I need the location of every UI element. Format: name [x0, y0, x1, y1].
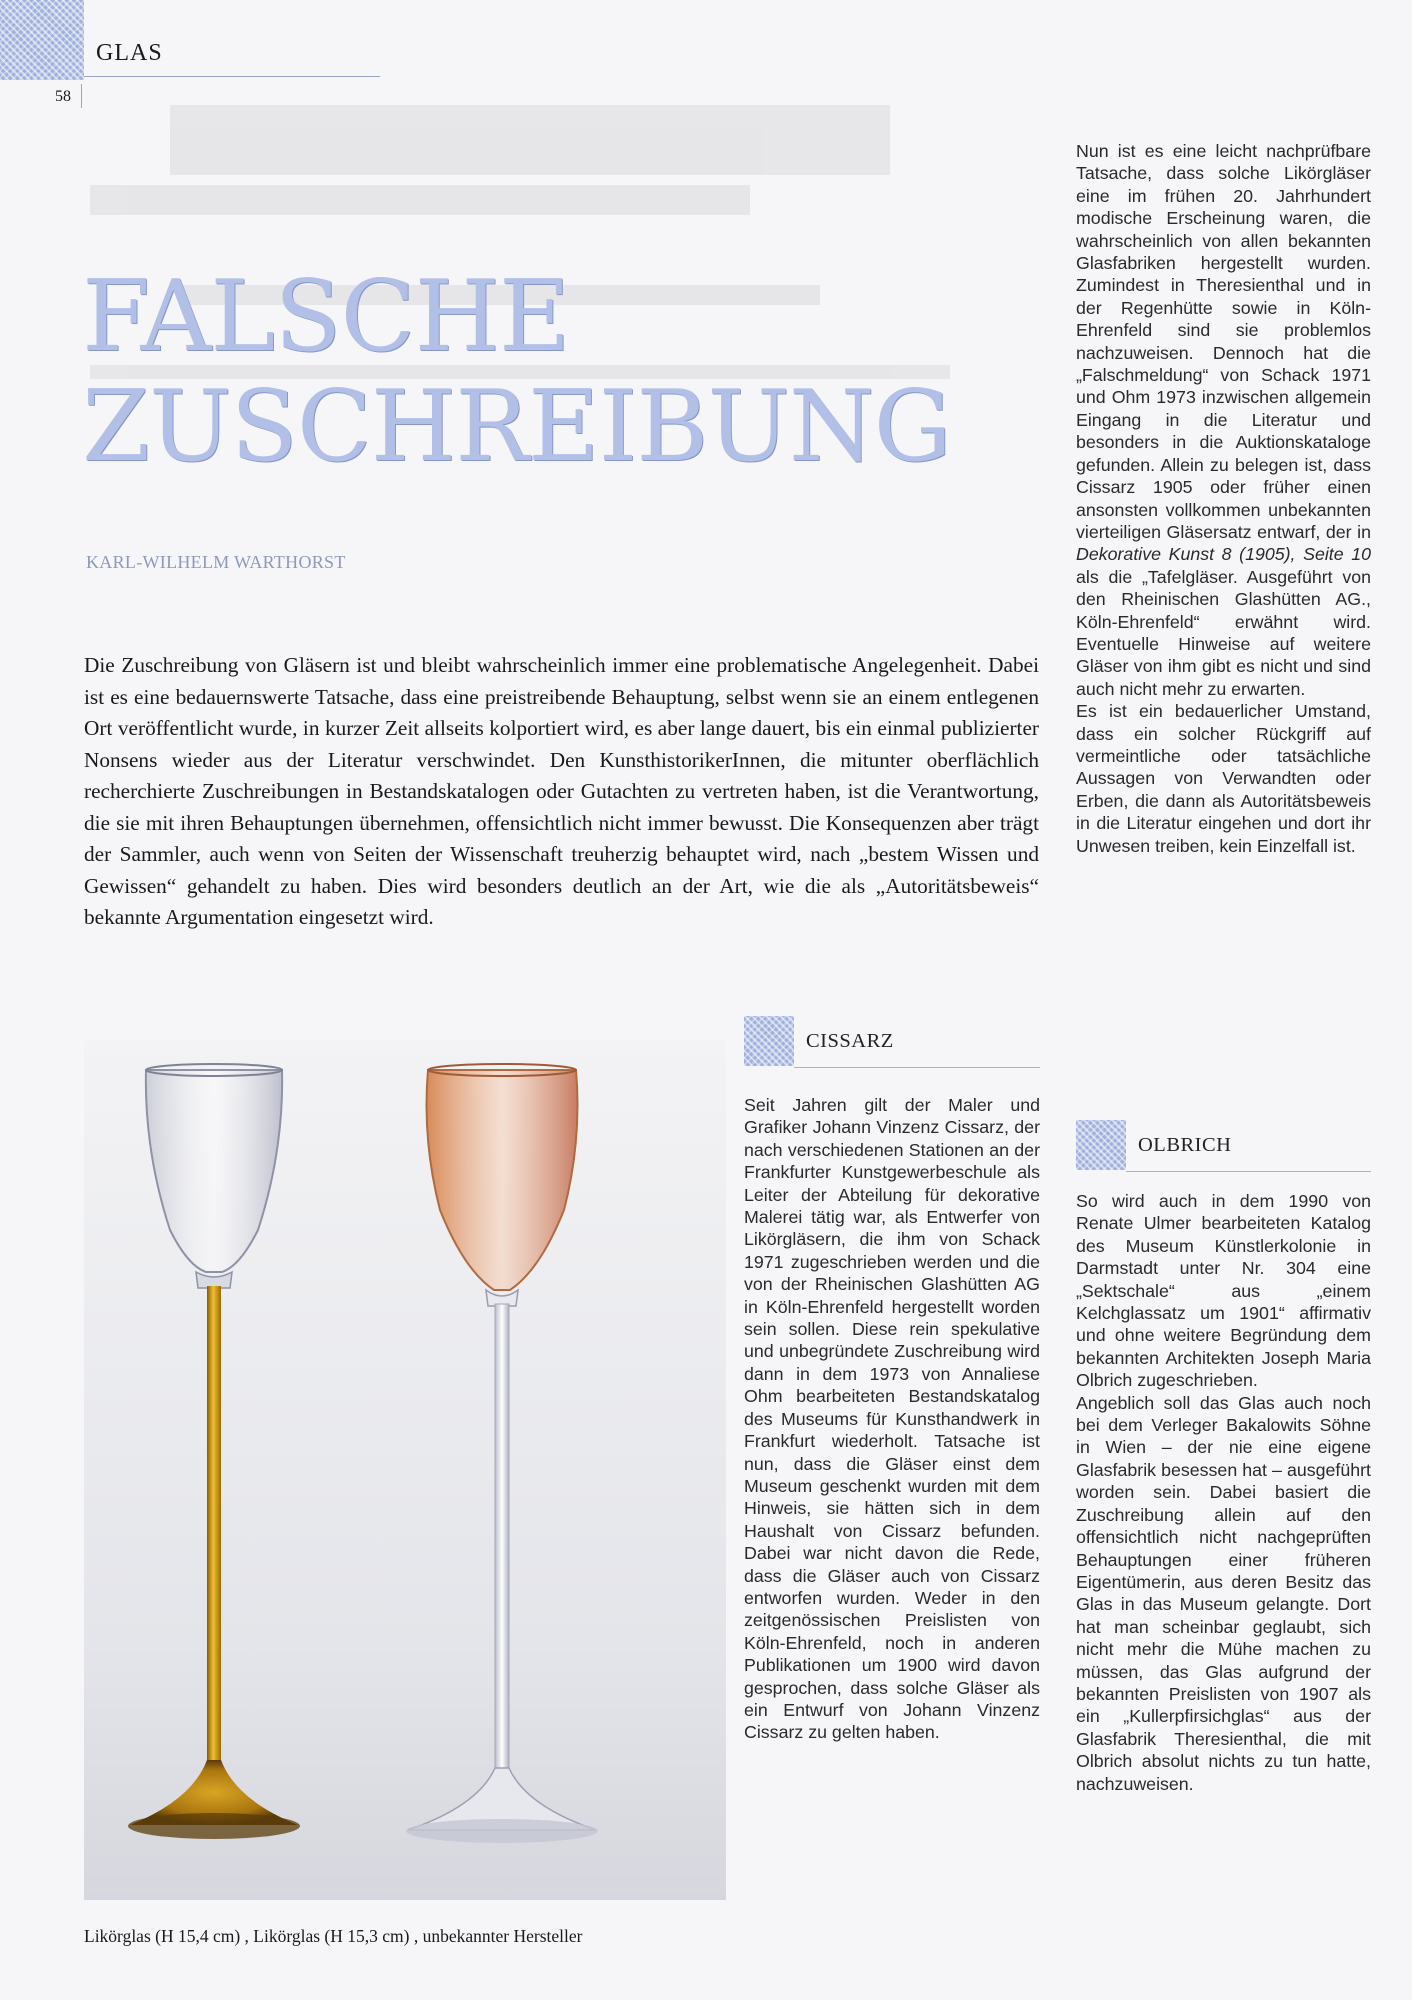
- right-column-text: Nun ist es eine leicht nachprüfbare Tatsache, dass solche Likörgläser eine im frühen 20. Jahrhundert modische Erscheinung waren, die wahrscheinlich von allen bekannten Glasfabriken hergestellt wurden. Zumindest in Theresienthal und in der Regenhütte sowie in Köln-Ehrenfeld sind sie problemlos nachzuweisen. Dennoch hat die „Falschmeldung“ von Schack 1971 und Ohm 1973 inzwischen allgemein Eingang in die Literatur und besonders in die Auktionskataloge gefunden. Allein zu belegen ist, dass Cissarz 1905 oder früher einen ansonsten vollkommen unbekannten vierteiligen Gläsersatz entwarf, der in: [1076, 141, 1371, 542]
- subheading-olbrich: [1076, 1120, 1371, 1170]
- olbrich-paragraph: Angeblich soll das Glas auch noch bei dem Verleger Bakalowits Söhne in Wien – der nie eine eigene Glasfabrik besessen hat – ausgeführt worden sein. Dabei basiert die Zuschreibung allein auf den offensichtlich nicht nachgeprüften Behauptungen einer früheren Eigentümerin, aus deren Besitz das Glas in das Museum gelangte. Dort hat man scheinbar geglaubt, sich nicht mehr die Mühe machen zu müssen, das Glas aufgrund der bekannten Preislisten von 1907 als ein „Kullerpfirsichglas“ aus der Glasfabrik Theresienthal, die mit Olbrich absolut nichts zu tun hatte, nachzuweisen.: [1076, 1392, 1371, 1794]
- page-number: 58: [55, 88, 71, 105]
- subheading-square-icon: [744, 1016, 794, 1066]
- title-line-1: FALSCHE: [82, 260, 570, 374]
- cissarz-paragraph: Seit Jahren gilt der Maler und Grafiker Johann Vinzenz Cissarz, der nach verschiedenen Stationen an der Frankfurter Kunstgewerbeschule als Leiter der Abteilung für dekorative Malerei tätig war, als Entwerfer von Likörgläsern, die ihm von Schack 1971 zugeschrieben werden und die von der Rheinischen Glashütten AG in Köln-Ehrenfeld hergestellt worden sein sollen. Diese rein spekulative und unbegründete Zuschreibung wird dann in dem 1973 von Annaliese Ohm bearbeiteten Bestandskatalog des Museums für Kunsthandwerk in Frankfurt wiederholt. Tatsache ist nun, dass die Gläser einst dem Museum geschenkt wurden mit dem Hinweis, sie hätten sich in dem Haushalt von Cissarz befunden. Dabei war nicht davon die Rede, dass die Gläser auch von Cissarz entworfen wurden. Weder in den zeitgenössischen Preislisten von Köln-Ehrenfeld, noch in anderen Publikationen um 1900 wird davon gesprochen, dass solche Gläser als ein Entwurf von Johann Vinzenz Cissarz zu gelten haben.: [744, 1095, 1040, 1743]
- right-column-paragraph: [1076, 140, 1371, 700]
- photo-two-liqueur-glasses: [84, 1040, 726, 1900]
- photo-caption: Likörglas (H 15,4 cm) , Likörglas (H 15,3 cm) , unbekannter Hersteller: [84, 1926, 583, 1946]
- right-column-text: als die „Tafelgläser. Ausgeführt von den Rheinischen Glashütten AG., Köln-Ehrenfeld“ erwähnt wird. Eventuelle Hinweise auf weitere Gläser von ihm gibt es nicht und sind auch nicht mehr zu erwarten.: [1076, 566, 1371, 699]
- page-number-divider: [81, 84, 82, 108]
- subheading-cissarz: [744, 1016, 1040, 1066]
- corner-accent-block: [0, 0, 84, 80]
- title-line-2: ZUSCHREIBUNG: [82, 370, 951, 484]
- citation-italic: Dekorative Kunst 8 (1905), Seite 10: [1076, 544, 1371, 565]
- subheading-rule: [1126, 1171, 1371, 1172]
- subheading-label: OLBRICH: [1138, 1134, 1232, 1156]
- cissarz-column: [744, 1094, 1040, 1744]
- subheading-square-icon: [1076, 1120, 1126, 1170]
- right-column-paragraph: Es ist ein bedauerlicher Umstand, dass ein solcher Rückgriff auf vermeintliche oder tatsächliche Aussagen von Verwandten oder Erben, die dann als Autoritätsbeweis in die Literatur eingehen und dort ihr Unwesen treiben, kein Einzelfall ist.: [1076, 701, 1371, 856]
- subheading-rule: [794, 1067, 1040, 1068]
- header-rule: [84, 76, 380, 77]
- olbrich-column: [1076, 1190, 1371, 1795]
- right-column-intro: [1076, 140, 1371, 857]
- lead-paragraph: Die Zuschreibung von Gläsern ist und bleibt wahrscheinlich immer eine problematische Angelegenheit. Dabei ist es eine bedauernswerte Tatsache, dass eine preistreibende Behauptung, selbst wenn sie an einem entlegenen Ort veröffentlicht wurde, in kurzer Zeit allseits kolportiert wird, es aber lange dauert, bis ein einmal publizierter Nonsens wieder aus der Literatur verschwindet. Den KunsthistorikerInnen, die mitunter oberflächlich recherchierte Zuschreibungen in Bestandskatalogen oder Gutachten zu vertreten haben, ist die Verantwortung, die sie mit ihren Behauptungen übernehmen, offensichtlich nicht immer bewusst. Die Konsequenzen aber trägt der Sammler, auch wenn von Seiten der Wissenschaft treuherzig behauptet wird, nach „bestem Wissen und Gewissen“ gehandelt zu haben. Dies wird besonders deutlich an der Art, wie die als „Autoritätsbeweis“ bekannte Argumentation eingesetzt wird.: [84, 653, 1039, 929]
- article-title: [82, 262, 951, 482]
- author-byline: KARL-WILHELM WARTHORST: [86, 552, 346, 572]
- section-label: GLAS: [96, 40, 163, 66]
- subheading-label: CISSARZ: [806, 1030, 894, 1052]
- olbrich-paragraph: So wird auch in dem 1990 von Renate Ulmer bearbeiteten Katalog des Museum Künstlerkolonie in Darmstadt unter Nr. 304 eine „Sektschale“ aus „einem Kelchglassatz um 1901“ affirmativ und ohne weitere Begründung dem bekannten Architekten Joseph Maria Olbrich zugeschrieben.: [1076, 1191, 1371, 1391]
